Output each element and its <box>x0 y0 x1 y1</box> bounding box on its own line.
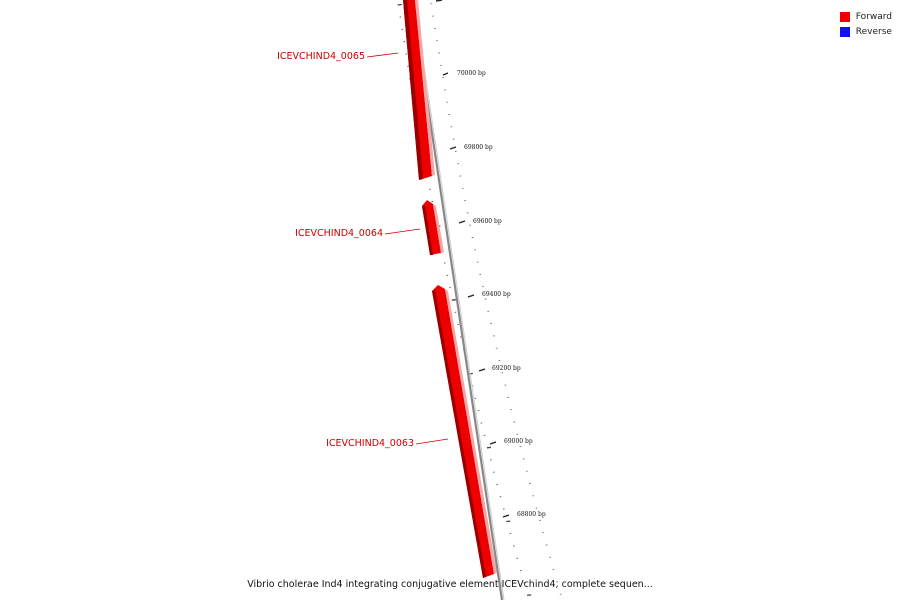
gene-feature-0063[interactable] <box>432 285 497 578</box>
forward-swatch <box>840 12 850 22</box>
svg-text:69600 bp: 69600 bp <box>473 218 502 225</box>
inner-tick <box>444 263 446 264</box>
svg-text:70000 bp: 70000 bp <box>457 70 486 77</box>
inner-tick <box>484 435 486 436</box>
inner-tick <box>407 66 409 67</box>
legend-item-forward <box>840 9 892 24</box>
major-tick-69000 <box>490 438 533 445</box>
major-tick-69600 <box>459 218 502 225</box>
major-tick-69800 <box>450 144 493 151</box>
inner-tick <box>432 201 434 202</box>
inner-tick <box>475 398 477 399</box>
inner-tick <box>500 497 502 498</box>
inner-tick <box>493 472 495 473</box>
inner-tick <box>447 275 449 276</box>
inner-tick <box>455 312 457 313</box>
legend <box>840 9 892 39</box>
inner-tick <box>517 558 519 559</box>
inner-tick <box>452 300 456 301</box>
gene-label-0064[interactable] <box>295 228 420 239</box>
inner-tick <box>513 546 515 547</box>
inner-tick <box>457 324 459 325</box>
gene-feature-0065[interactable] <box>403 0 435 180</box>
inner-tick <box>400 17 402 18</box>
svg-text:69200 bp: 69200 bp <box>492 365 521 372</box>
sequence-backbone-shadow <box>414 0 504 600</box>
sequence-caption: Vibrio cholerae Ind4 integrating conjugative element ICEVchind4, complete sequen... <box>247 579 653 590</box>
inner-tick <box>527 595 531 596</box>
inner-tick <box>469 374 473 375</box>
legend-label-forward: Forward <box>855 11 892 22</box>
inner-tick <box>506 521 510 522</box>
inner-tick <box>449 287 451 288</box>
legend-label-reverse: Reverse <box>855 26 892 37</box>
svg-text:ICEVCHIND4_0063: ICEVCHIND4_0063 <box>326 438 414 449</box>
gene-feature-0064[interactable] <box>422 200 444 255</box>
inner-tick <box>520 570 522 571</box>
reverse-swatch <box>840 27 850 37</box>
inner-tick <box>403 41 405 42</box>
major-tick-68800 <box>503 511 546 518</box>
inner-tick <box>402 29 404 30</box>
inner-tick <box>429 189 431 190</box>
major-tick-70000 <box>443 70 486 77</box>
major-tick-top <box>436 0 442 1</box>
gene-label-0063[interactable] <box>326 438 448 449</box>
svg-text:ICEVCHIND4_0065: ICEVCHIND4_0065 <box>277 51 365 62</box>
svg-text:ICEVCHIND4_0064: ICEVCHIND4_0064 <box>295 228 383 239</box>
major-tick-69400 <box>468 291 511 298</box>
inner-tick <box>398 5 402 6</box>
inner-tick <box>490 460 492 461</box>
legend-item-reverse <box>840 24 892 39</box>
svg-text:69000 bp: 69000 bp <box>504 438 533 445</box>
inner-tick <box>496 484 498 485</box>
svg-text:68800 bp: 68800 bp <box>517 511 546 518</box>
inner-tick <box>510 533 512 534</box>
major-tick-69200 <box>479 365 521 372</box>
inner-tick <box>481 423 483 424</box>
svg-text:69400 bp: 69400 bp <box>482 291 511 298</box>
inner-tick <box>405 54 407 55</box>
minor-ticks <box>431 4 562 595</box>
inner-tick <box>478 410 480 411</box>
inner-tick <box>487 447 491 448</box>
inner-tick <box>503 509 505 510</box>
svg-text:69800 bp: 69800 bp <box>464 144 493 151</box>
gene-label-0065[interactable] <box>277 51 398 62</box>
